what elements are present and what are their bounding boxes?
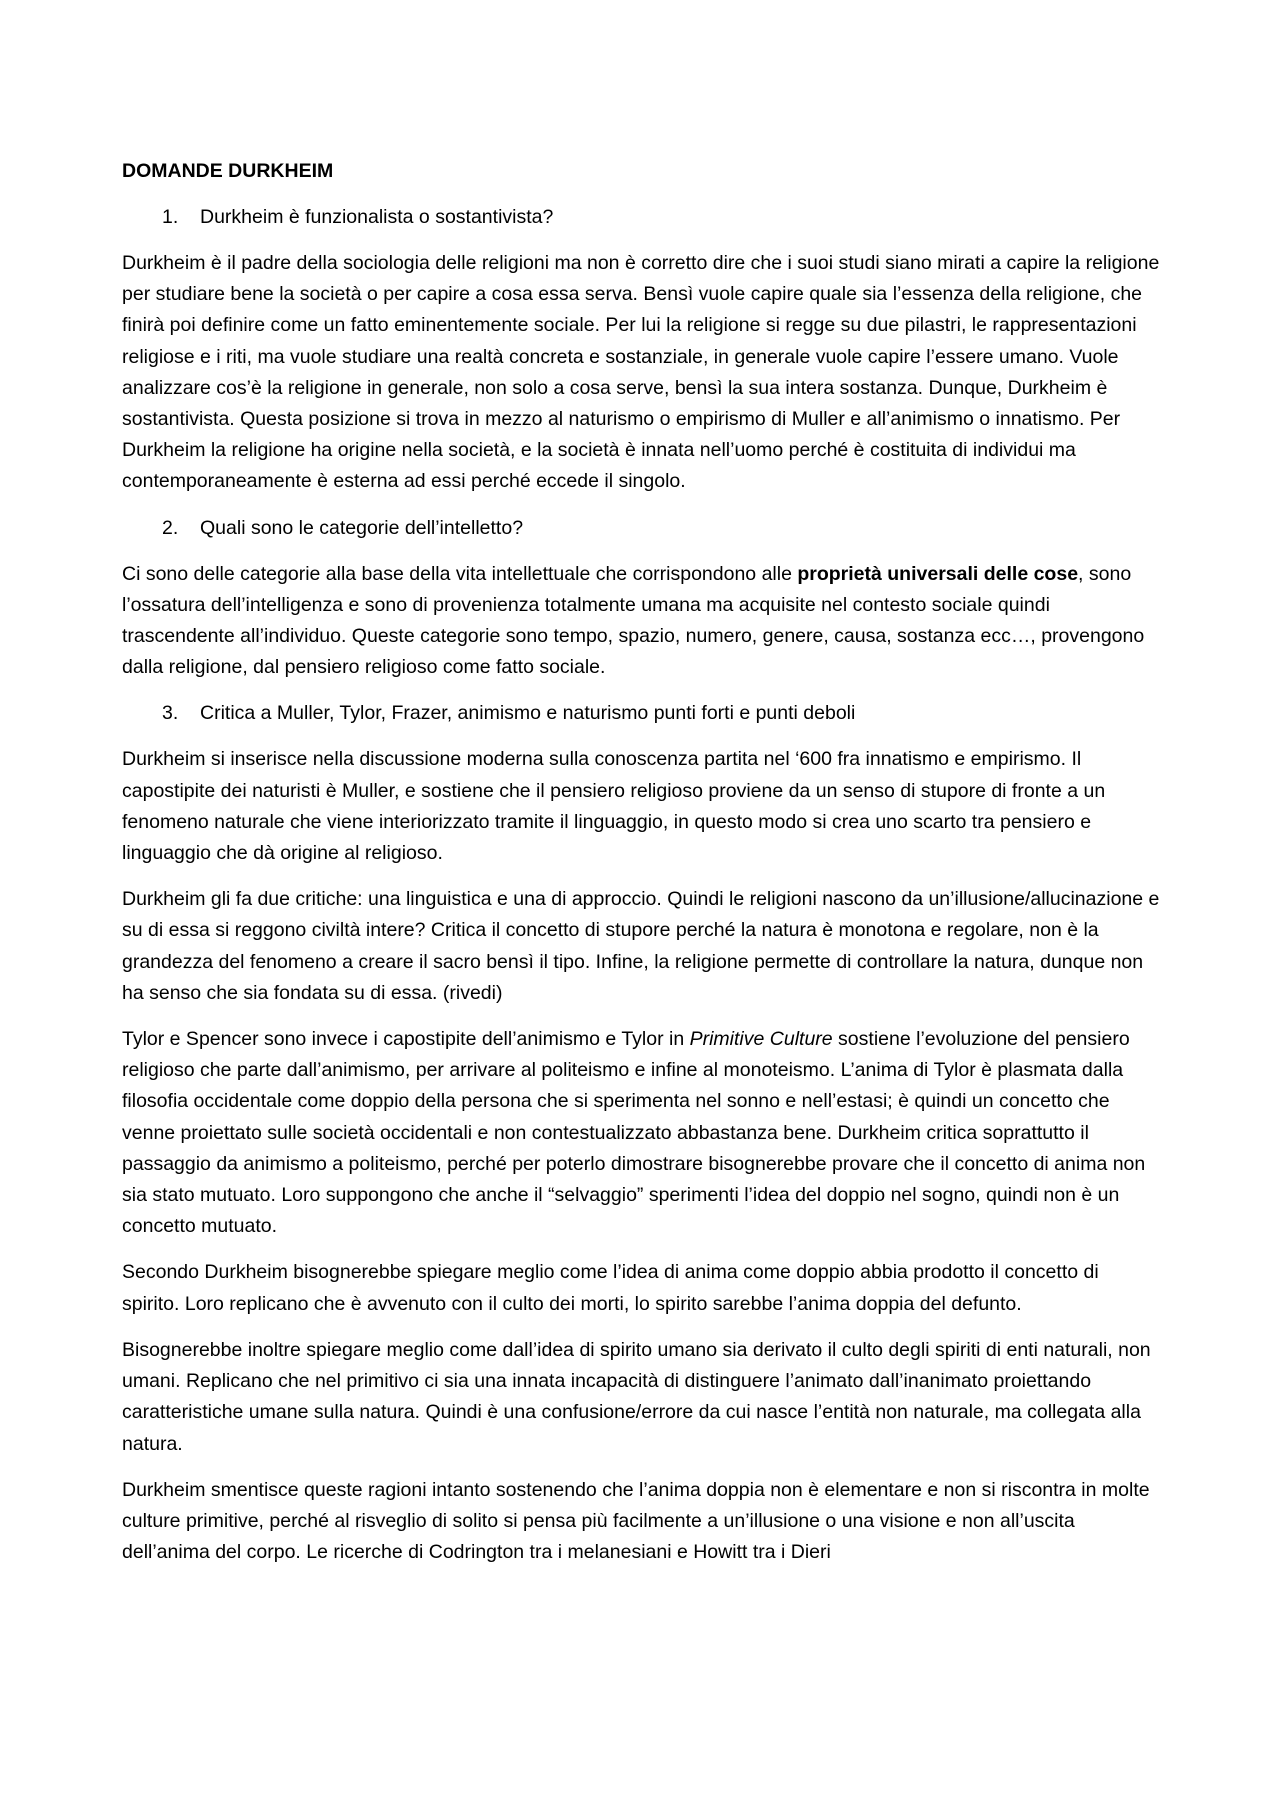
text-run: Ci sono delle categorie alla base della vita intellettuale che corrispondono alle — [122, 562, 798, 585]
answer-paragraph-2 — [122, 559, 1160, 684]
document-title: DOMANDE DURKHEIM — [122, 160, 334, 182]
question-text: Critica a Muller, Tylor, Frazer, animismo e naturismo punti forti e punti deboli — [200, 702, 856, 725]
answer-paragraph-7: Bisognerebbe inoltre spiegare meglio come dall’idea di spirito umano sia derivato il culto degli spiriti di enti naturali, non umani. Replicano che nel primitivo ci sia una innata incapacità di distinguere l’animato dall’inanimato proiettando caratteristiche umane sulla natura. Quindi è una confusione/errore da cui nasce l’entità non naturale, ma collegata alla natura. — [122, 1338, 1151, 1455]
question-3 — [122, 698, 1160, 729]
italic-title: Primitive Culture — [689, 1028, 833, 1051]
question-number: 3. — [162, 702, 179, 725]
answer-paragraph-4: Durkheim gli fa due critiche: una linguistica e una di approccio. Quindi le religioni nascono da un’illusione/allucinazione e su di essa si reggono civiltà intere? Critica il concetto di stupore perché la natura è monotona e regolare, non è la grandezza del fenomeno a creare il sacro bensì il tipo. Infine, la religione permette di controllare la natura, dunque non ha senso che sia fondata su di essa. (rivedi) — [122, 888, 1160, 1004]
answer-paragraph-6: Secondo Durkheim bisognerebbe spiegare meglio come l’idea di anima come doppio abbia prodotto il concetto di spirito. Loro replicano che è avvenuto con il culto dei morti, lo spirito sarebbe l’anima doppia del defunto. — [122, 1261, 1099, 1315]
question-number: 1. — [162, 206, 179, 228]
text-run: sostiene l’evoluzione del pensiero religioso che parte dall’animismo, per arrivare al politeismo e infine al monoteismo. L’anima di Tylor è plasmata dalla filosofia occidentale come doppio della persona che si sperimenta nel sonno e nell’estasi; è quindi un concetto che venne proiettato sulle società occidentali e non contestualizzato abbastanza bene. Durkheim critica soprattutto il passaggio da animismo a politeismo, perché per poterlo dimostrare bisognerebbe provare che il concetto di anima non sia stato mutuato. Loro suppongono che anche il “selvaggio” sperimenti l’idea del doppio nel sogno, quindi non è un concetto mutuato. — [122, 1028, 1146, 1238]
question-1 — [122, 202, 1160, 233]
text-run: , sono l’ossatura dell’intelligenza e sono di provenienza totalmente umana ma acquisite nel contesto sociale quindi trascendente all’individuo. Queste categorie sono tempo, spazio, numero, genere, causa, sostanza ecc…, provengono dalla religione, dal pensiero religioso come fatto sociale. — [122, 562, 1145, 679]
question-text: Durkheim è funzionalista o sostantivista? — [200, 206, 554, 228]
text-run: Tylor e Spencer sono invece i capostipite dell’animismo e Tylor in — [122, 1028, 690, 1051]
question-number: 2. — [162, 516, 179, 539]
question-2 — [122, 513, 1160, 544]
answer-paragraph-5 — [122, 1024, 1160, 1242]
answer-paragraph-3: Durkheim si inserisce nella discussione moderna sulla conoscenza partita nel ‘600 fra innatismo e empirismo. Il capostipite dei naturisti è Muller, e sostiene che il pensiero religioso proviene da un senso di stupore di fronte a un fenomeno naturale che viene interiorizzato tramite il linguaggio, in questo modo si crea uno scarto tra pensiero e linguaggio che dà origine al religioso. — [122, 748, 1106, 865]
bold-text-run: proprietà universali delle cose — [797, 562, 1079, 585]
answer-paragraph-8: Durkheim smentisce queste ragioni intanto sostenendo che l’anima doppia non è elementare e non si riscontra in molte culture primitive, perché al risveglio di solito si pensa più facilmente a un’illusione o una visione e non all’uscita dell’anima del corpo. Le ricerche di Codrington tra i melanesiani e Howitt tra i Dieri — [122, 1478, 1150, 1564]
question-text: Quali sono le categorie dell’intelletto? — [200, 516, 524, 539]
answer-paragraph-1: Durkheim è il padre della sociologia delle religioni ma non è corretto dire che i suoi studi siano mirati a capire la religione per studiare bene la società o per capire a cosa essa serva. Bensì vuole capire quale sia l’essenza della religione, che finirà poi definire come un fatto eminentemente sociale. Per lui la religione si regge su due pilastri, le rappresentazioni religiose e i riti, ma vuole studiare una realtà concreta e sostanziale, in generale vuole capire l’essere umano. Vuole analizzare cos’è la religione in generale, non solo a cosa serve, bensì la sua intera sostanza. Dunque, Durkheim è sostantivista. Questa posizione si trova in mezzo al naturismo o empirismo di Muller e all’animismo o innatismo. Per Durkheim la religione ha origine nella società, e la società è innata nell’uomo perché è costituita di individui ma contemporaneamente è esterna ad essi perché eccede il singolo. — [122, 252, 1160, 493]
